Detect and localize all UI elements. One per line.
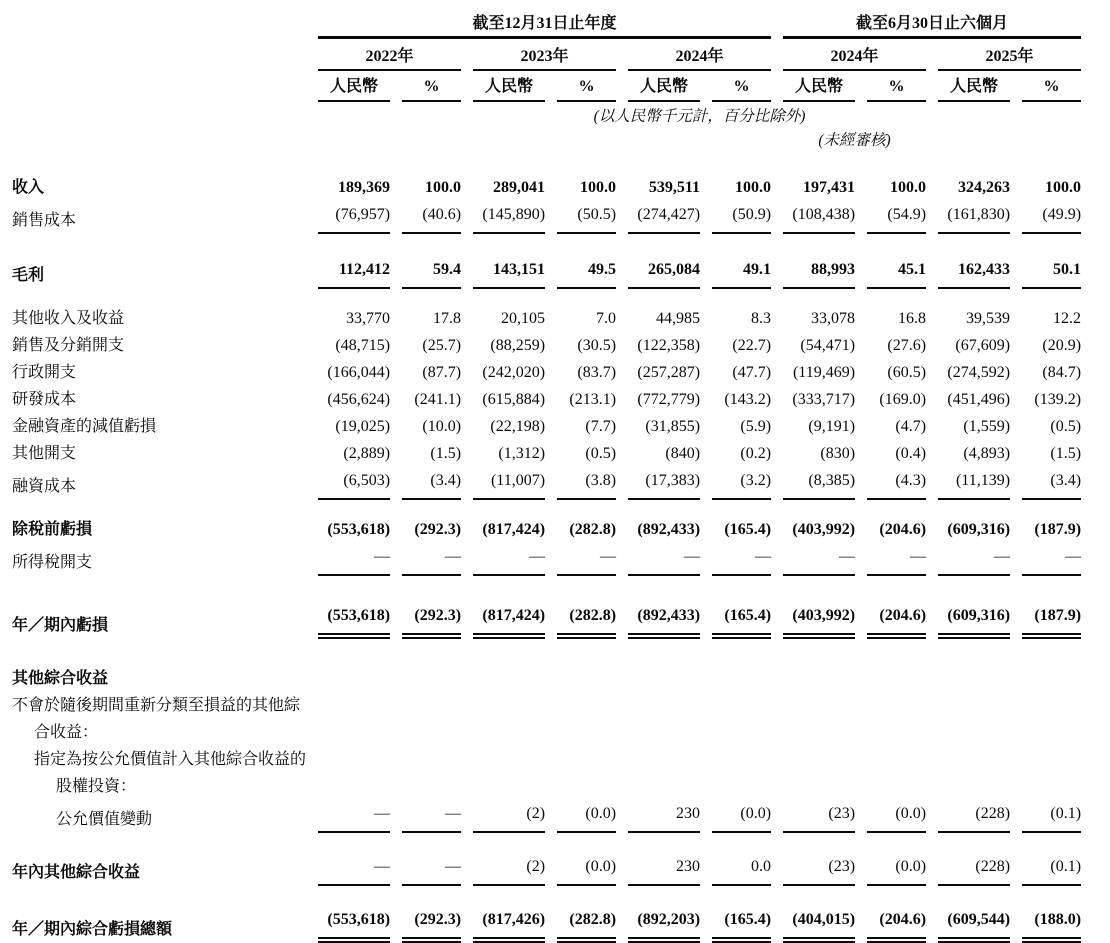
row-label: 其他收入及收益 — [12, 310, 125, 327]
cell-value — [783, 692, 855, 719]
table-row — [12, 413, 1081, 440]
cell-value: (228) — [938, 853, 1010, 886]
table-row — [12, 906, 1081, 943]
cell-value: (0.5) — [585, 445, 617, 462]
cell-value: (403,992) — [783, 602, 855, 639]
cell-value: (404,015) — [783, 906, 855, 943]
header-spacer — [938, 126, 1081, 150]
cell-value: (11,139) — [938, 467, 1010, 500]
cell-value: — — [402, 543, 461, 576]
spacer-row — [12, 833, 1081, 853]
cell-value: (2,889) — [343, 445, 391, 462]
cell-value: (6,503) — [318, 467, 390, 500]
cell-value — [628, 665, 700, 692]
cell-value — [402, 665, 461, 692]
cell-value: (84.7) — [1042, 364, 1082, 381]
cell-value: (169.0) — [879, 391, 927, 408]
cell-value: 17.8 — [433, 310, 462, 327]
cell-value: (0.0) — [867, 800, 926, 833]
spacer-row — [12, 500, 1081, 516]
cell-value: 100.0 — [580, 179, 617, 196]
cell-value: 49.1 — [712, 256, 771, 289]
cell-value: (88,259) — [490, 337, 546, 354]
cell-value: (615,884) — [482, 391, 546, 408]
cell-value: (892,433) — [637, 521, 701, 538]
cell-value: — — [712, 543, 771, 576]
col-heading-pct: % — [867, 71, 926, 102]
cell-value: (451,496) — [947, 391, 1011, 408]
table-row — [12, 719, 1081, 746]
cell-value: (49.9) — [1022, 201, 1081, 234]
cell-value: 33,078 — [811, 310, 856, 327]
header-spacer — [12, 2, 306, 39]
cell-value: (3.4) — [1022, 467, 1081, 500]
cell-value: (122,358) — [637, 337, 701, 354]
cell-value: (108,438) — [783, 201, 855, 234]
cell-value: 49.5 — [557, 256, 616, 289]
cell-value: (892,433) — [628, 602, 700, 639]
table-row — [12, 516, 1081, 543]
spacer-row — [12, 576, 1081, 602]
cell-value: (282.8) — [557, 906, 616, 943]
cell-value: (817,424) — [482, 521, 546, 538]
cell-value: (0.5) — [1050, 418, 1082, 435]
row-label: 其他綜合收益 — [12, 670, 109, 687]
cell-value — [557, 746, 616, 773]
cell-value: (76,957) — [318, 201, 390, 234]
cell-value — [1022, 692, 1081, 719]
cell-value: (20.9) — [1042, 337, 1082, 354]
cell-value: (1.5) — [1050, 445, 1082, 462]
cell-value — [557, 773, 616, 800]
cell-value — [783, 746, 855, 773]
document-page — [0, 2, 1110, 938]
table-header — [12, 2, 1081, 174]
table-row — [12, 773, 1081, 800]
cell-value — [402, 692, 461, 719]
cell-value: — — [557, 543, 616, 576]
cell-value: 539,511 — [648, 179, 701, 196]
cell-value: (204.6) — [879, 521, 927, 538]
cell-value: (553,618) — [327, 521, 391, 538]
cell-value: — — [318, 853, 390, 886]
cell-value: (30.5) — [577, 337, 617, 354]
cell-value: — — [402, 853, 461, 886]
cell-value: (2) — [473, 853, 545, 886]
cell-value: (0.0) — [557, 800, 616, 833]
row-label: 收入 — [12, 179, 45, 196]
cell-value: (143.2) — [724, 391, 772, 408]
cell-value — [318, 665, 390, 692]
cell-value — [318, 719, 390, 746]
year-heading-2024-interim: 2024年 — [783, 39, 926, 71]
cell-value — [938, 746, 1010, 773]
cell-value: (25.7) — [422, 337, 462, 354]
header-spacer — [12, 102, 306, 126]
cell-value — [318, 746, 390, 773]
cell-value: — — [318, 543, 390, 576]
row-label: 行政開支 — [12, 364, 77, 381]
cell-value: (4.7) — [895, 418, 927, 435]
col-heading-pct: % — [557, 71, 616, 102]
row-label: 毛利 — [12, 267, 45, 284]
cell-value: (8,385) — [783, 467, 855, 500]
cell-value: (4,893) — [963, 445, 1011, 462]
col-heading-pct: % — [402, 71, 461, 102]
cell-value: (48,715) — [335, 337, 391, 354]
cell-value: (292.3) — [414, 521, 462, 538]
cell-value: 324,263 — [958, 179, 1011, 196]
cell-value: (31,855) — [645, 418, 701, 435]
cell-value: 189,369 — [338, 179, 391, 196]
cell-value: (22.7) — [732, 337, 772, 354]
cell-value: 44,985 — [656, 310, 701, 327]
cell-value — [557, 719, 616, 746]
cell-value — [318, 692, 390, 719]
cell-value — [867, 665, 926, 692]
cell-value: (609,544) — [938, 906, 1010, 943]
cell-value — [938, 773, 1010, 800]
cell-value — [1022, 719, 1081, 746]
row-label: 融資成本 — [12, 478, 77, 495]
cell-value: (67,609) — [955, 337, 1011, 354]
header-year-row — [12, 39, 1081, 71]
cell-value: (553,618) — [318, 906, 390, 943]
cell-value: 143,151 — [473, 256, 545, 289]
cell-value: (403,992) — [792, 521, 856, 538]
cell-value: (333,717) — [792, 391, 856, 408]
col-heading-rmb: 人民幣 — [783, 71, 855, 102]
cell-value — [473, 665, 545, 692]
cell-value: 88,993 — [783, 256, 855, 289]
cell-value: (292.3) — [402, 602, 461, 639]
cell-value: — — [938, 543, 1010, 576]
cell-value: 8.3 — [751, 310, 772, 327]
header-spacer — [318, 126, 771, 150]
table-row — [12, 746, 1081, 773]
row-label: 研發成本 — [12, 391, 77, 408]
cell-value — [628, 719, 700, 746]
cell-value: (11,007) — [473, 467, 545, 500]
cell-value: (7.7) — [585, 418, 617, 435]
cell-value: (139.2) — [1034, 391, 1082, 408]
col-heading-rmb: 人民幣 — [318, 71, 390, 102]
cell-value — [867, 692, 926, 719]
cell-value: 16.8 — [898, 310, 927, 327]
table-row — [12, 256, 1081, 289]
row-label: 年內其他綜合收益 — [12, 864, 141, 881]
cell-value: (282.8) — [569, 521, 617, 538]
cell-value: 100.0 — [425, 179, 462, 196]
cell-value: (165.4) — [712, 906, 771, 943]
cell-value: (9,191) — [808, 418, 856, 435]
cell-value: (165.4) — [724, 521, 772, 538]
cell-value — [712, 692, 771, 719]
units-note-row — [12, 102, 1081, 126]
cell-value: (0.1) — [1022, 853, 1081, 886]
cell-value: 45.1 — [867, 256, 926, 289]
period-annual-heading: 截至12月31日止年度 — [318, 2, 771, 39]
year-heading-2025-interim: 2025年 — [938, 39, 1081, 71]
cell-value: (241.1) — [414, 391, 462, 408]
cell-value: (0.0) — [557, 853, 616, 886]
cell-value: (892,203) — [628, 906, 700, 943]
cell-value: (213.1) — [569, 391, 617, 408]
year-heading-2024: 2024年 — [628, 39, 771, 71]
cell-value: 100.0 — [735, 179, 772, 196]
cell-value: 230 — [628, 800, 700, 833]
financial-table — [0, 2, 1093, 943]
unaudited-note-row — [12, 126, 1081, 150]
spacer-row — [12, 639, 1081, 665]
cell-value — [938, 719, 1010, 746]
cell-value: (40.6) — [402, 201, 461, 234]
table-row — [12, 201, 1081, 234]
spacer-row — [12, 886, 1081, 906]
cell-value: (22,198) — [490, 418, 546, 435]
cell-value: — — [783, 543, 855, 576]
cell-value: (772,779) — [637, 391, 701, 408]
spacer-row — [12, 234, 1081, 256]
cell-value: (50.5) — [557, 201, 616, 234]
row-label: 股權投資： — [56, 778, 137, 795]
row-label: 金融資產的減值虧損 — [12, 418, 157, 435]
cell-value — [1022, 665, 1081, 692]
table-row — [12, 665, 1081, 692]
cell-value — [557, 692, 616, 719]
row-label: 其他開支 — [12, 445, 77, 462]
cell-value: (0.0) — [712, 800, 771, 833]
cell-value: (47.7) — [732, 364, 772, 381]
cell-value — [712, 773, 771, 800]
cell-value: (161,830) — [938, 201, 1010, 234]
col-heading-rmb: 人民幣 — [938, 71, 1010, 102]
cell-value — [712, 665, 771, 692]
cell-value — [473, 746, 545, 773]
header-spacer — [12, 71, 306, 102]
header-cols-row — [12, 71, 1081, 102]
cell-value: 39,539 — [966, 310, 1011, 327]
table-row — [12, 386, 1081, 413]
cell-value: (27.6) — [887, 337, 927, 354]
cell-value: (282.8) — [557, 602, 616, 639]
cell-value: (830) — [820, 445, 856, 462]
cell-value: 289,041 — [493, 179, 546, 196]
cell-value — [938, 665, 1010, 692]
cell-value — [557, 665, 616, 692]
cell-value: 0.0 — [712, 853, 771, 886]
cell-value: (609,316) — [947, 521, 1011, 538]
cell-value: (10.0) — [422, 418, 462, 435]
cell-value — [783, 719, 855, 746]
cell-value — [867, 746, 926, 773]
cell-value — [318, 773, 390, 800]
table-body — [12, 174, 1081, 943]
cell-value — [628, 692, 700, 719]
cell-value: 12.2 — [1053, 310, 1082, 327]
table-row — [12, 800, 1081, 833]
cell-value: 100.0 — [890, 179, 927, 196]
cell-value: (54.9) — [867, 201, 926, 234]
header-spacer — [12, 126, 306, 150]
cell-value: (1.5) — [430, 445, 462, 462]
cell-value: (204.6) — [867, 602, 926, 639]
cell-value: (817,424) — [473, 602, 545, 639]
table-row — [12, 359, 1081, 386]
cell-value: (553,618) — [318, 602, 390, 639]
cell-value: 112,412 — [318, 256, 390, 289]
cell-value: (0.0) — [867, 853, 926, 886]
row-label: 年／期內綜合虧損總額 — [12, 921, 173, 938]
cell-value: (187.9) — [1022, 602, 1081, 639]
row-label: 指定為按公允價值計入其他綜合收益的 — [34, 751, 307, 768]
cell-value: 230 — [628, 853, 700, 886]
cell-value — [628, 773, 700, 800]
cell-value: (1,559) — [963, 418, 1011, 435]
cell-value: 7.0 — [596, 310, 617, 327]
cell-value: (166,044) — [327, 364, 391, 381]
cell-value: 20,105 — [501, 310, 546, 327]
cell-value: (3.2) — [712, 467, 771, 500]
cell-value: — — [1022, 543, 1081, 576]
cell-value: (3.4) — [402, 467, 461, 500]
header-gap-row — [12, 150, 1081, 174]
cell-value: (54,471) — [800, 337, 856, 354]
table-row — [12, 467, 1081, 500]
header-spacer — [12, 39, 306, 71]
table-row — [12, 305, 1081, 332]
cell-value: (5.9) — [740, 418, 772, 435]
cell-value: — — [318, 800, 390, 833]
cell-value: (23) — [783, 853, 855, 886]
cell-value: (165.4) — [712, 602, 771, 639]
cell-value — [712, 719, 771, 746]
cell-value: (609,316) — [938, 602, 1010, 639]
row-label: 年／期內虧損 — [12, 617, 109, 634]
row-label: 不會於隨後期間重新分類至損益的其他綜 — [12, 697, 301, 714]
row-label: 公允價值變動 — [56, 811, 153, 828]
cell-value: (4.3) — [867, 467, 926, 500]
cell-value: — — [628, 543, 700, 576]
cell-value: (50.9) — [712, 201, 771, 234]
cell-value: 50.1 — [1022, 256, 1081, 289]
cell-value: (187.9) — [1034, 521, 1082, 538]
cell-value — [867, 773, 926, 800]
row-label: 銷售及分銷開支 — [12, 337, 125, 354]
cell-value — [473, 773, 545, 800]
cell-value — [938, 692, 1010, 719]
col-heading-pct: % — [1022, 71, 1081, 102]
cell-value: (119,469) — [792, 364, 856, 381]
header-period-row — [12, 2, 1081, 39]
cell-value: (83.7) — [577, 364, 617, 381]
cell-value — [402, 773, 461, 800]
cell-value: (228) — [938, 800, 1010, 833]
cell-value — [1022, 746, 1081, 773]
cell-value: (456,624) — [327, 391, 391, 408]
cell-value: (274,592) — [947, 364, 1011, 381]
cell-value: (0.1) — [1022, 800, 1081, 833]
cell-value: (60.5) — [887, 364, 927, 381]
cell-value — [473, 692, 545, 719]
cell-value: 265,084 — [628, 256, 700, 289]
cell-value: (840) — [665, 445, 701, 462]
cell-value — [402, 719, 461, 746]
cell-value: (188.0) — [1022, 906, 1081, 943]
cell-value — [783, 773, 855, 800]
cell-value — [473, 719, 545, 746]
table-row — [12, 174, 1081, 201]
table-row — [12, 692, 1081, 719]
cell-value: (292.3) — [402, 906, 461, 943]
row-label: 所得稅開支 — [12, 554, 93, 571]
spacer-row — [12, 289, 1081, 305]
year-heading-2023: 2023年 — [473, 39, 616, 71]
cell-value: — — [473, 543, 545, 576]
cell-value: (1,312) — [498, 445, 546, 462]
col-heading-rmb: 人民幣 — [473, 71, 545, 102]
cell-value: (0.2) — [740, 445, 772, 462]
cell-value: (274,427) — [628, 201, 700, 234]
cell-value — [628, 746, 700, 773]
cell-value: — — [867, 543, 926, 576]
cell-value: (2) — [473, 800, 545, 833]
row-label: 除稅前虧損 — [12, 521, 93, 538]
cell-value: (3.8) — [557, 467, 616, 500]
table-row — [12, 543, 1081, 576]
cell-value: 33,770 — [346, 310, 391, 327]
cell-value: 100.0 — [1045, 179, 1082, 196]
cell-value: (204.6) — [867, 906, 926, 943]
table-row — [12, 602, 1081, 639]
cell-value — [783, 665, 855, 692]
cell-value: 197,431 — [803, 179, 856, 196]
cell-value: (145,890) — [473, 201, 545, 234]
cell-value: (817,426) — [473, 906, 545, 943]
col-heading-pct: % — [712, 71, 771, 102]
cell-value: — — [402, 800, 461, 833]
cell-value — [867, 719, 926, 746]
cell-value: (257,287) — [637, 364, 701, 381]
cell-value: 59.4 — [402, 256, 461, 289]
cell-value: (0.4) — [895, 445, 927, 462]
cell-value: (23) — [783, 800, 855, 833]
row-label: 銷售成本 — [12, 212, 77, 229]
cell-value: 162,433 — [938, 256, 1010, 289]
cell-value: (87.7) — [422, 364, 462, 381]
cell-value — [1022, 773, 1081, 800]
cell-value: (17,383) — [628, 467, 700, 500]
period-interim-heading: 截至6月30日止六個月 — [783, 2, 1081, 39]
cell-value — [402, 746, 461, 773]
cell-value — [712, 746, 771, 773]
cell-value: (19,025) — [335, 418, 391, 435]
col-heading-rmb: 人民幣 — [628, 71, 700, 102]
table-row — [12, 332, 1081, 359]
unaudited-note: (未經審核) — [818, 132, 891, 149]
cell-value: (242,020) — [482, 364, 546, 381]
units-note: (以人民幣千元計，百分比除外) — [593, 108, 806, 125]
table-row — [12, 440, 1081, 467]
row-label: 合收益： — [34, 724, 99, 741]
table-row — [12, 853, 1081, 886]
year-heading-2022: 2022年 — [318, 39, 461, 71]
